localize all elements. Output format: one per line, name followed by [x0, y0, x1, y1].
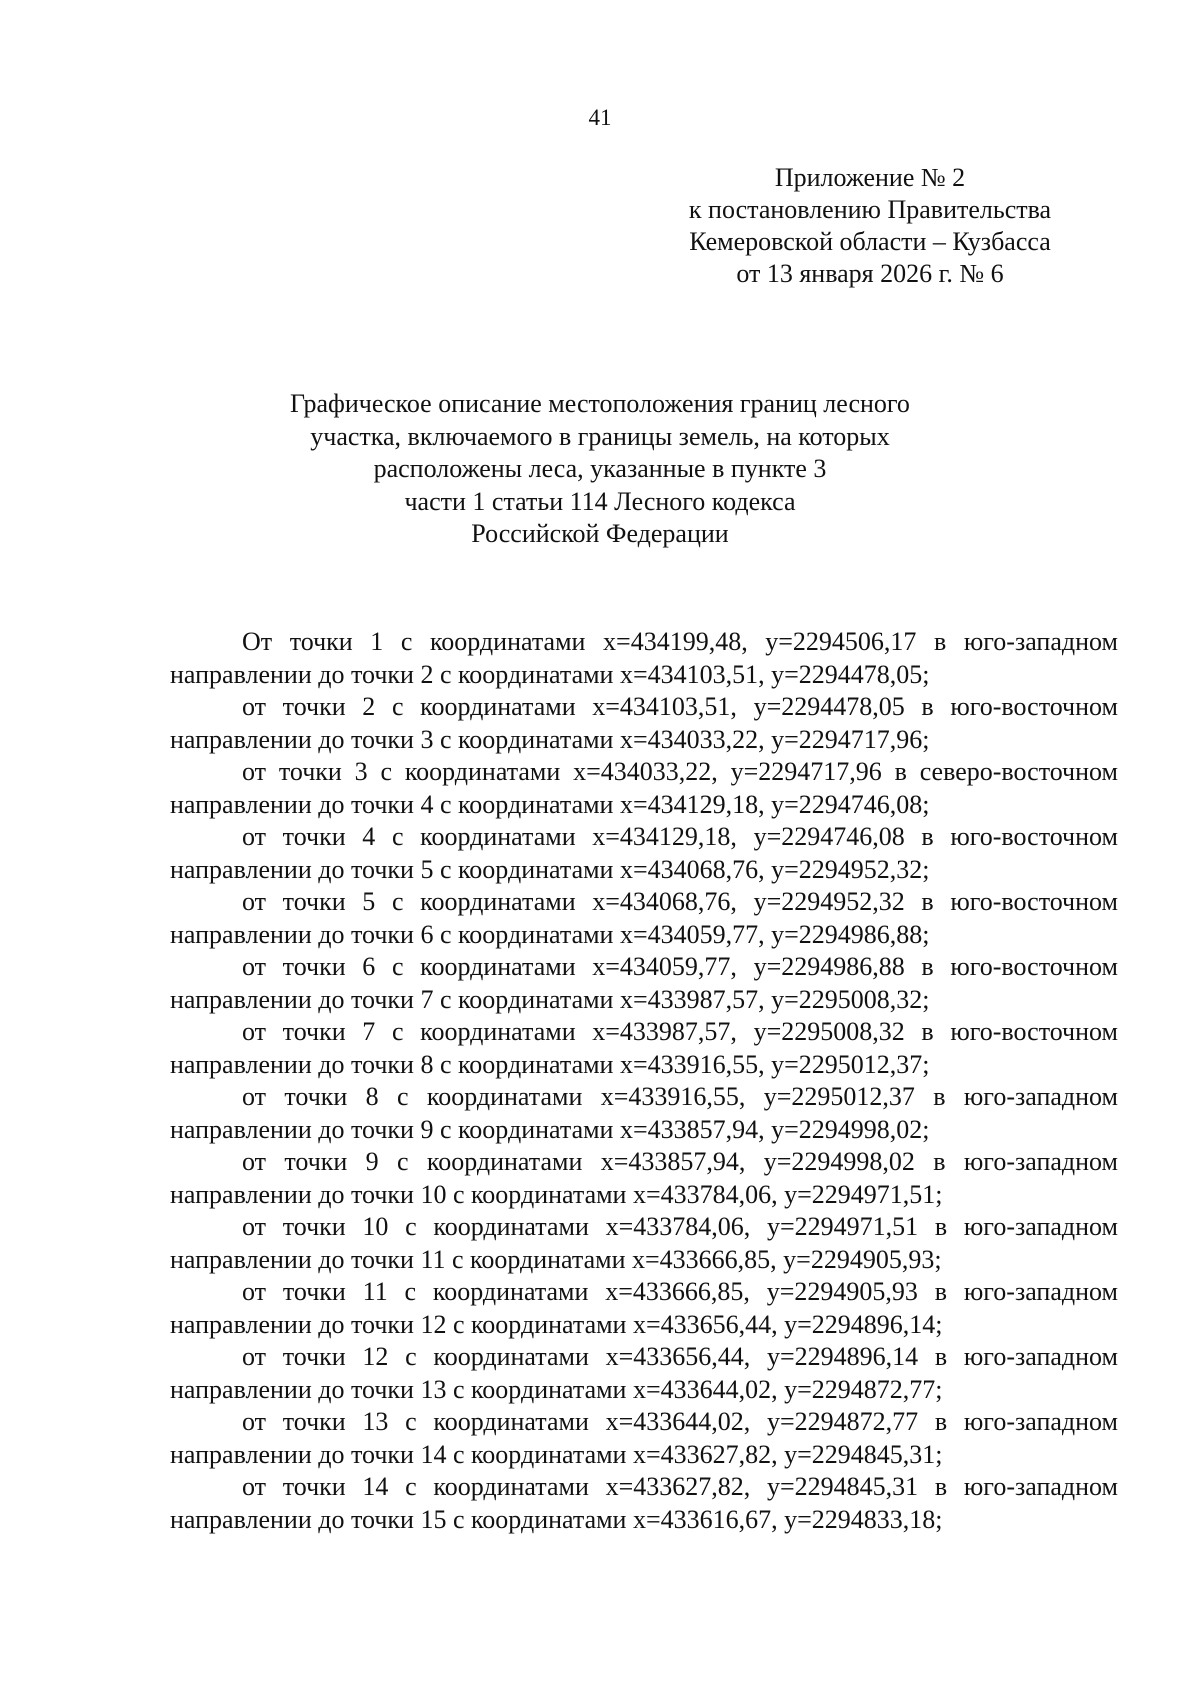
boundary-paragraph: от точки 12 с координатами x=433656,44, y=2294896,14 в юго-западном направлении до точки 13 с координатами x=433644,02, y=2294872,77;: [170, 1342, 1118, 1404]
document-title: [200, 388, 1000, 551]
boundary-paragraph: От точки 1 с координатами x=434199,48, y=2294506,17 в юго-западном направлении до точки 2 с координатами x=434103,51, y=2294478,05;: [170, 627, 1118, 689]
boundary-paragraph: от точки 3 с координатами x=434033,22, y=2294717,96 в северо-восточном направлении до точки 4 с координатами x=434129,18, y=2294746,08;: [170, 757, 1118, 819]
boundary-paragraph: от точки 2 с координатами x=434103,51, y=2294478,05 в юго-восточном направлении до точки 3 с координатами x=434033,22, y=2294717,96;: [170, 692, 1118, 754]
boundary-paragraph: от точки 6 с координатами x=434059,77, y=2294986,88 в юго-восточном направлении до точки 7 с координатами x=433987,57, y=2295008,32;: [170, 952, 1118, 1014]
boundary-paragraph: от точки 13 с координатами x=433644,02, y=2294872,77 в юго-западном направлении до точки 14 с координатами x=433627,82, y=2294845,31;: [170, 1407, 1118, 1469]
appendix-line: от 13 января 2026 г. № 6: [736, 259, 1004, 288]
boundary-paragraph: от точки 9 с координатами x=433857,94, y=2294998,02 в юго-западном направлении до точки 10 с координатами x=433784,06, y=2294971,51;: [170, 1147, 1118, 1209]
page-number: 41: [588, 105, 612, 130]
title-line: части 1 статьи 114 Лесного кодекса: [404, 486, 796, 516]
boundary-paragraph: от точки 10 с координатами x=433784,06, y=2294971,51 в юго-западном направлении до точки 11 с координатами x=433666,85, y=2294905,93;: [170, 1212, 1118, 1274]
boundary-paragraph: от точки 7 с координатами x=433987,57, y=2295008,32 в юго-восточном направлении до точки 8 с координатами x=433916,55, y=2295012,37;: [170, 1017, 1118, 1079]
boundary-description: [170, 626, 1118, 1536]
title-line: Графическое описание местоположения границ лесного: [290, 389, 910, 418]
appendix-line: Приложение № 2: [774, 163, 966, 192]
boundary-paragraph: от точки 11 с координатами x=433666,85, y=2294905,93 в юго-западном направлении до точки 12 с координатами x=433656,44, y=2294896,14;: [170, 1277, 1118, 1339]
title-line: участка, включаемого в границы земель, на которых: [310, 421, 890, 451]
boundary-paragraph: от точки 8 с координатами x=433916,55, y=2295012,37 в юго-западном направлении до точки 9 с координатами x=433857,94, y=2294998,02;: [170, 1082, 1118, 1144]
title-line: Российской Федерации: [471, 519, 729, 548]
appendix-header: [640, 162, 1100, 290]
boundary-paragraph: от точки 4 с координатами x=434129,18, y=2294746,08 в юго-восточном направлении до точки 5 с координатами x=434068,76, y=2294952,32;: [170, 822, 1118, 884]
appendix-line: к постановлению Правительства: [688, 195, 1052, 224]
boundary-paragraph: от точки 5 с координатами x=434068,76, y=2294952,32 в юго-восточном направлении до точки 6 с координатами x=434059,77, y=2294986,88;: [170, 887, 1118, 949]
title-line: расположены леса, указанные в пункте 3: [373, 454, 827, 483]
boundary-paragraph: от точки 14 с координатами x=433627,82, y=2294845,31 в юго-западном направлении до точки 15 с координатами x=433616,67, y=2294833,18;: [170, 1472, 1118, 1534]
appendix-line: Кемеровской области – Кузбасса: [689, 227, 1051, 256]
